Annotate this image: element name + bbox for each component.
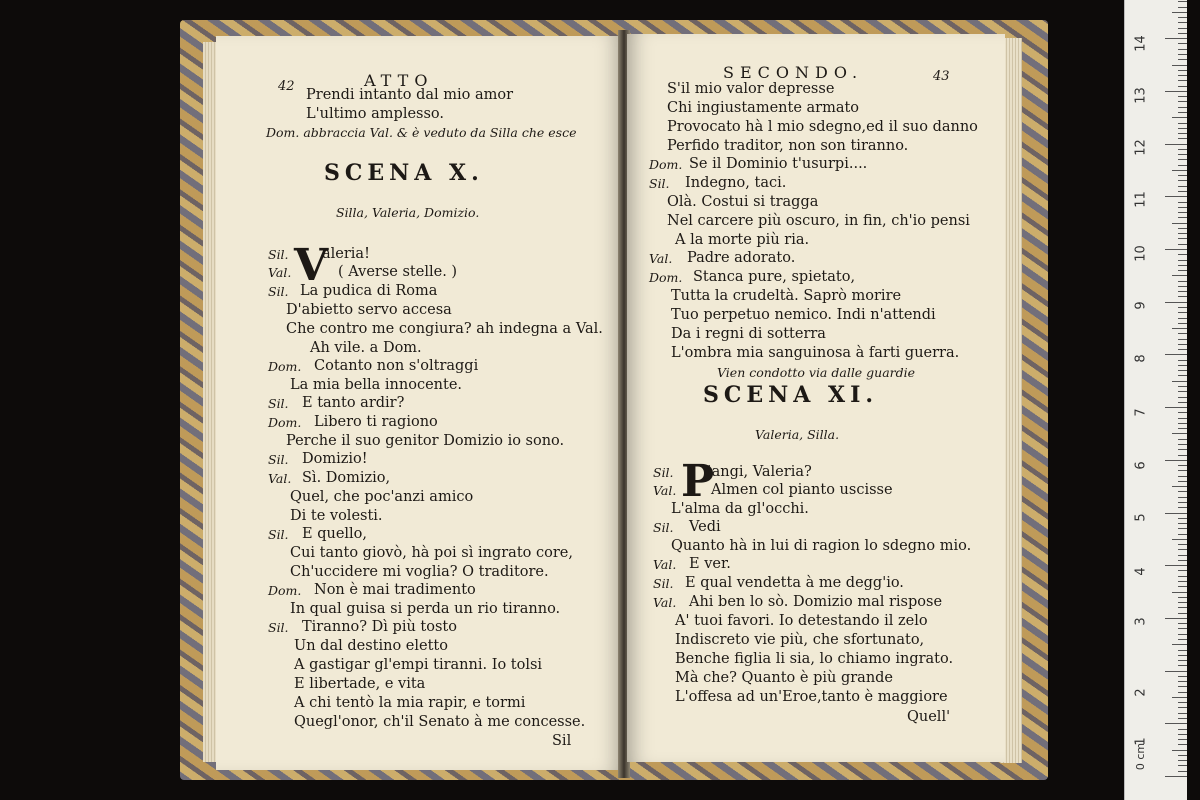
ruler-tick (1178, 175, 1187, 176)
speaker: Sil. (268, 452, 289, 467)
ruler-tick (1178, 128, 1187, 129)
ruler-tick (1178, 534, 1187, 535)
ruler-tick (1178, 375, 1187, 376)
speaker: Val. (653, 557, 677, 572)
ruler-tick (1172, 539, 1187, 540)
ruler-tick (1178, 449, 1187, 450)
ruler-tick (1172, 170, 1187, 171)
ruler-tick (1178, 412, 1187, 413)
ruler-tick (1165, 407, 1187, 408)
ruler-tick (1165, 618, 1187, 619)
ruler-tick (1178, 22, 1187, 23)
ruler-tick (1178, 713, 1187, 714)
ruler-tick (1178, 518, 1187, 519)
scene-heading: SCENA X. (324, 160, 484, 186)
ruler-tick (1178, 718, 1187, 719)
ruler-tick (1178, 260, 1187, 261)
ruler-tick (1178, 59, 1187, 60)
speaker: Val. (268, 265, 292, 280)
text-line: Domizio! (302, 451, 368, 467)
ruler-tick (1165, 38, 1187, 39)
text-line: A chi tentò la mia rapir, e tormi (294, 695, 526, 711)
ruler-tick (1165, 671, 1187, 672)
ruler-tick (1178, 560, 1187, 561)
ruler-tick (1165, 302, 1187, 303)
ruler-tick (1178, 312, 1187, 313)
ruler-tick (1178, 623, 1187, 624)
text-line: Nel carcere più oscuro, in fin, ch'io pensi (667, 213, 970, 229)
ruler-unit-label: 0 cm (1134, 742, 1148, 771)
ruler-tick (1178, 444, 1187, 445)
ruler-tick (1178, 686, 1187, 687)
ruler-tick (1178, 133, 1187, 134)
text-line: E libertade, e vita (294, 676, 426, 692)
ruler-tick (1178, 702, 1187, 703)
text-line: Benche figlia li sia, lo chiamo ingrato. (675, 651, 954, 667)
ruler-tick (1178, 497, 1187, 498)
ruler-tick (1178, 544, 1187, 545)
speaker: Val. (653, 595, 677, 610)
text-line: Cui tanto giovò, hà poi sì ingrato core, (290, 545, 573, 561)
text-line: Che contro me congiura? ah indegna a Val. (286, 321, 603, 337)
ruler-tick (1178, 692, 1187, 693)
ruler-tick (1178, 217, 1187, 218)
ruler-tick (1165, 513, 1187, 514)
ruler-tick (1178, 349, 1187, 350)
ruler-tick (1178, 28, 1187, 29)
ruler-tick (1165, 354, 1187, 355)
right-page (627, 34, 1005, 762)
ruler-tick (1178, 771, 1187, 772)
ruler-tick (1178, 418, 1187, 419)
text-line: Provocato hà l mio sdegno,ed il suo danno (667, 119, 978, 135)
ruler-tick (1172, 433, 1187, 434)
ruler-mark: 10 (1133, 245, 1149, 262)
text-line: A gastigar gl'empi tiranni. Io tolsi (294, 657, 543, 673)
ruler-tick (1178, 360, 1187, 361)
catchword: Sil (552, 733, 572, 749)
ruler-tick (1178, 296, 1187, 297)
ruler-tick (1165, 460, 1187, 461)
speaker: Val. (649, 251, 673, 266)
ruler-tick (1178, 318, 1187, 319)
ruler-mark: 1 (1133, 737, 1149, 746)
text-line: Ahi ben lo sò. Domizio mal rispose (689, 594, 943, 610)
ruler-tick (1178, 43, 1187, 44)
ruler-tick (1178, 549, 1187, 550)
text-line: Tiranno? Dì più tosto (302, 619, 457, 635)
ruler-tick (1178, 397, 1187, 398)
ruler-tick (1178, 729, 1187, 730)
text-line: Perfido traditor, non son tiranno. (667, 138, 909, 154)
ruler-tick (1165, 196, 1187, 197)
ruler-tick (1178, 739, 1187, 740)
ruler-tick (1172, 750, 1187, 751)
ruler-tick (1178, 470, 1187, 471)
text-line: L'offesa ad un'Eroe,tanto è maggiore (675, 689, 948, 705)
ruler-tick (1165, 723, 1187, 724)
ruler-tick (1178, 439, 1187, 440)
ruler-tick (1178, 491, 1187, 492)
ruler-tick (1172, 328, 1187, 329)
ruler-tick (1165, 91, 1187, 92)
ruler-tick (1178, 370, 1187, 371)
text-line: Sì. Domizio, (302, 470, 391, 486)
running-head: SECONDO. (723, 63, 864, 82)
ruler-tick (1178, 138, 1187, 139)
text-line: Se il Dominio t'usurpi.... (689, 156, 868, 172)
ruler-tick (1178, 186, 1187, 187)
ruler-tick (1165, 565, 1187, 566)
text-line: Stanca pure, spietato, (693, 269, 856, 285)
speaker: Val. (268, 471, 292, 486)
ruler-mark: 4 (1133, 567, 1149, 576)
text-line: Perche il suo genitor Domizio io sono. (286, 433, 565, 449)
text-line: A la morte più ria. (675, 232, 810, 248)
ruler-tick (1172, 117, 1187, 118)
ruler-tick (1178, 555, 1187, 556)
ruler-tick (1172, 644, 1187, 645)
ruler-mark: 6 (1133, 461, 1149, 470)
ruler-tick (1178, 502, 1187, 503)
ruler-tick (1178, 634, 1187, 635)
ruler-mark: 2 (1133, 688, 1149, 697)
text-line: Di te volesti. (290, 508, 383, 524)
text-line: Vedi (689, 519, 721, 535)
ruler-mark: 14 (1133, 35, 1149, 52)
speaker: Sil. (268, 247, 289, 262)
ruler-tick (1178, 212, 1187, 213)
ruler-tick (1178, 123, 1187, 124)
ruler-tick (1178, 744, 1187, 745)
ruler-tick (1178, 233, 1187, 234)
text-line: D'abietto servo accesa (286, 302, 452, 318)
ruler-tick (1172, 697, 1187, 698)
ruler-tick (1178, 476, 1187, 477)
text-line: Un dal destino eletto (294, 638, 448, 654)
ruler-mark: 7 (1133, 408, 1149, 417)
ruler-tick (1178, 576, 1187, 577)
text-line: Mà che? Quanto è più grande (675, 670, 894, 686)
ruler-tick (1178, 70, 1187, 71)
text-line: Tutta la crudeltà. Saprò morire (671, 288, 902, 304)
ruler-tick (1178, 613, 1187, 614)
ruler-tick (1178, 365, 1187, 366)
text-line: L'ultimo amplesso. (306, 106, 445, 122)
ruler-tick (1178, 154, 1187, 155)
ruler-tick (1178, 80, 1187, 81)
ruler-tick (1178, 291, 1187, 292)
ruler-tick (1178, 238, 1187, 239)
left-page (216, 36, 622, 770)
ruler-tick (1178, 344, 1187, 345)
ruler-tick (1165, 776, 1187, 777)
text-line: E quello, (302, 526, 368, 542)
ruler-tick (1178, 581, 1187, 582)
text-line: Padre adorato. (687, 250, 796, 266)
text-line: Almen col pianto uscisse (711, 482, 893, 498)
text-line: S'il mio valor depresse (667, 81, 835, 97)
text-line: L'alma da gl'occhi. (671, 501, 809, 517)
ruler-tick (1178, 465, 1187, 466)
speaker: Sil. (653, 576, 674, 591)
text-line: E tanto ardir? (302, 395, 405, 411)
ruler-tick (1178, 49, 1187, 50)
ruler-tick (1178, 528, 1187, 529)
ruler-tick (1178, 75, 1187, 76)
ruler-tick (1178, 159, 1187, 160)
text-line: Olà. Costui si tragga (667, 194, 819, 210)
ruler-tick (1178, 676, 1187, 677)
ruler-tick (1178, 760, 1187, 761)
ruler-tick (1178, 7, 1187, 8)
ruler-tick (1178, 507, 1187, 508)
speaker: Sil. (653, 520, 674, 535)
character-list: Valeria, Silla. (755, 427, 840, 442)
ruler-mark: 9 (1133, 301, 1149, 310)
ruler-tick (1178, 602, 1187, 603)
ruler-tick (1178, 391, 1187, 392)
ruler-mark: 13 (1133, 87, 1149, 104)
text-line: Libero ti ragiono (314, 414, 438, 430)
text-line: Chi ingiustamente armato (667, 100, 860, 116)
text-line: Prendi intanto dal mio amor (306, 87, 514, 103)
ruler-tick (1178, 1, 1187, 2)
ruler-tick (1165, 144, 1187, 145)
ruler-tick (1178, 660, 1187, 661)
ruler-tick (1178, 17, 1187, 18)
ruler-tick (1178, 107, 1187, 108)
ruler-tick (1178, 165, 1187, 166)
ruler-tick (1178, 639, 1187, 640)
page-number: 43 (933, 69, 950, 84)
text-line: ( Averse stelle. ) (338, 264, 458, 280)
ruler-tick (1172, 486, 1187, 487)
ruler-tick (1178, 597, 1187, 598)
speaker: Val. (653, 483, 677, 498)
ruler-tick (1178, 386, 1187, 387)
ruler-tick (1178, 54, 1187, 55)
speaker: Sil. (268, 620, 289, 635)
text-line: In qual guisa si perda un rio tiranno. (290, 601, 561, 617)
character-list: Silla, Valeria, Domizio. (336, 205, 480, 220)
text-line: Non è mai tradimento (314, 582, 476, 598)
ruler-tick (1178, 650, 1187, 651)
ruler-mark: 3 (1133, 617, 1149, 626)
ruler-tick (1178, 207, 1187, 208)
speaker: Dom. (268, 583, 302, 598)
speaker: Sil. (268, 396, 289, 411)
ruler-tick (1178, 286, 1187, 287)
ruler-tick (1178, 281, 1187, 282)
text-line: Tuo perpetuo nemico. Indi n'attendi (671, 307, 936, 323)
ruler-tick (1178, 191, 1187, 192)
ruler-tick (1172, 12, 1187, 13)
ruler-tick (1178, 333, 1187, 334)
ruler-tick (1178, 112, 1187, 113)
text-line: Da i regni di sotterra (671, 326, 826, 342)
ruler-tick (1178, 755, 1187, 756)
text-line: E qual vendetta à me degg'io. (685, 575, 904, 591)
speaker: Sil. (268, 527, 289, 542)
ruler-mark: 5 (1133, 513, 1149, 522)
text-line: Quegl'onor, ch'il Senato à me concesse. (294, 714, 586, 730)
ruler-tick (1178, 202, 1187, 203)
page-number: 42 (278, 79, 295, 94)
text-line: Quanto hà in lui di ragion lo sdegno mio. (671, 538, 972, 554)
ruler-tick (1172, 592, 1187, 593)
ruler-tick (1178, 481, 1187, 482)
text-line: L'ombra mia sanguinosa à farti guerra. (671, 345, 960, 361)
ruler-tick (1178, 586, 1187, 587)
drop-cap: V (294, 240, 329, 291)
ruler-mark: 8 (1133, 354, 1149, 363)
running-head: ATTO (364, 71, 434, 90)
speaker: Dom. (268, 359, 302, 374)
ruler-tick (1178, 765, 1187, 766)
text-line: Indegno, taci. (685, 175, 787, 191)
speaker: Sil. (268, 284, 289, 299)
stage-direction: Dom. abbraccia Val. & è veduto da Silla che esce (266, 125, 577, 140)
text-line: Ch'uccidere mi voglia? O traditore. (290, 564, 549, 580)
text-line: Cotanto non s'oltraggi (314, 358, 479, 374)
catchword: Quell' (907, 709, 951, 725)
stage-direction: Vien condotto via dalle guardie (717, 365, 916, 380)
ruler-tick (1178, 180, 1187, 181)
ruler-tick (1178, 149, 1187, 150)
ruler-tick (1178, 270, 1187, 271)
ruler-tick (1178, 423, 1187, 424)
ruler-tick (1178, 33, 1187, 34)
text-line: La pudica di Roma (300, 283, 438, 299)
ruler-tick (1178, 707, 1187, 708)
ruler-tick (1178, 101, 1187, 102)
ruler-tick (1178, 254, 1187, 255)
ruler-tick (1178, 265, 1187, 266)
ruler-tick (1172, 381, 1187, 382)
text-line: Indiscreto vie più, che sfortunato, (675, 632, 925, 648)
text-line: iangi, Valeria? (707, 464, 812, 480)
text-line: La mia bella innocente. (290, 377, 463, 393)
ruler-tick (1178, 228, 1187, 229)
ruler-tick (1178, 402, 1187, 403)
ruler-tick (1172, 65, 1187, 66)
ruler-tick (1178, 628, 1187, 629)
ruler-tick (1172, 223, 1187, 224)
ruler-mark: 12 (1133, 139, 1149, 156)
speaker: Dom. (649, 157, 683, 172)
ruler-mark: 11 (1133, 191, 1149, 208)
ruler-tick (1178, 86, 1187, 87)
ruler-tick (1178, 681, 1187, 682)
drop-cap: P (681, 456, 715, 507)
speaker: Sil. (649, 176, 670, 191)
ruler-tick (1178, 523, 1187, 524)
text-line: A' tuoi favori. Io detestando il zelo (675, 613, 928, 629)
text-line: aleria! (322, 246, 370, 262)
ruler-tick (1178, 323, 1187, 324)
speaker: Dom. (649, 270, 683, 285)
ruler-tick (1178, 665, 1187, 666)
speaker: Sil. (653, 465, 674, 480)
ruler-tick (1178, 455, 1187, 456)
ruler-tick (1178, 307, 1187, 308)
ruler-tick (1178, 339, 1187, 340)
text-line: Ah vile. a Dom. (310, 340, 422, 356)
ruler-tick (1178, 607, 1187, 608)
ruler-tick (1178, 734, 1187, 735)
text-line: E ver. (689, 556, 731, 572)
ruler-tick (1172, 275, 1187, 276)
speaker: Dom. (268, 415, 302, 430)
measurement-ruler (1124, 0, 1187, 800)
ruler-tick (1178, 428, 1187, 429)
ruler-tick (1178, 570, 1187, 571)
ruler-tick (1178, 244, 1187, 245)
text-line: Quel, che poc'anzi amico (290, 489, 474, 505)
ruler-tick (1178, 655, 1187, 656)
scene-heading: SCENA XI. (703, 382, 879, 408)
ruler-tick (1165, 249, 1187, 250)
ruler-tick (1178, 96, 1187, 97)
